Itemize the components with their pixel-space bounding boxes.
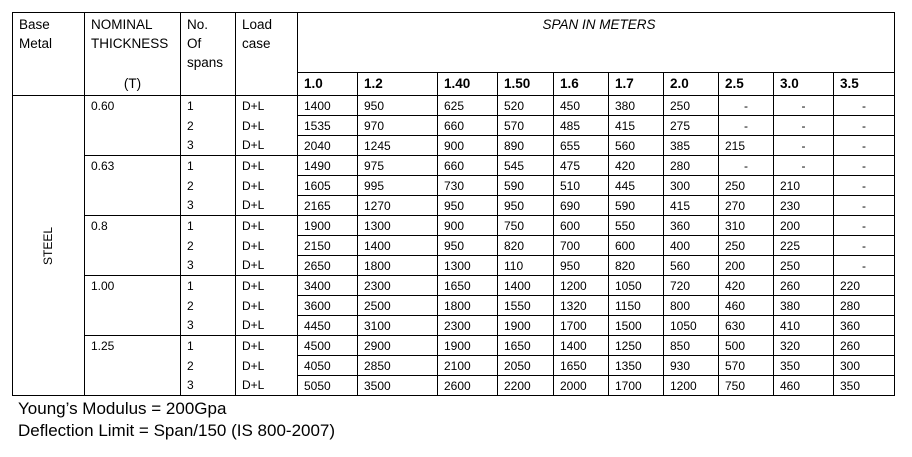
load-value-cell: 1700 — [554, 316, 609, 336]
youngs-modulus-note: Young’s Modulus = 200Gpa — [18, 399, 227, 418]
load-value-cell: 1900 — [438, 336, 498, 356]
load-value-cell: 230 — [774, 196, 834, 216]
load-value-cell: 1350 — [609, 356, 664, 376]
load-value-cell: 2000 — [554, 376, 609, 396]
load-value-cell: 950 — [498, 196, 554, 216]
load-value-cell: 385 — [664, 136, 719, 156]
thickness-cell — [85, 116, 181, 136]
table-row — [13, 196, 895, 216]
load-value-cell: 3400 — [298, 276, 358, 296]
table-row — [13, 236, 895, 256]
load-value-cell: 730 — [438, 176, 498, 196]
load-value-cell: 280 — [664, 156, 719, 176]
load-value-cell: 1245 — [358, 136, 438, 156]
table-row — [13, 356, 895, 376]
table-row — [13, 316, 895, 336]
load-value-cell: 2165 — [298, 196, 358, 216]
load-case-cell: D+L — [236, 296, 298, 316]
nominal-thickness-header: NOMINAL THICKNESS — [85, 13, 181, 73]
load-value-cell: 600 — [609, 236, 664, 256]
load-case-cell: D+L — [236, 256, 298, 276]
load-value-cell: - — [834, 256, 895, 276]
spans-count-cell: 1 — [181, 336, 236, 356]
load-value-cell: - — [834, 156, 895, 176]
load-value-cell: - — [834, 136, 895, 156]
load-case-cell: D+L — [236, 376, 298, 396]
load-case-cell: D+L — [236, 136, 298, 156]
load-value-cell: 2200 — [498, 376, 554, 396]
load-value-cell: 5050 — [298, 376, 358, 396]
table-row — [13, 96, 895, 116]
load-value-cell: 1300 — [438, 256, 498, 276]
load-case-cell: D+L — [236, 236, 298, 256]
load-value-cell: 850 — [664, 336, 719, 356]
load-value-cell: 560 — [609, 136, 664, 156]
span-header-cell: 2.0 — [664, 73, 719, 96]
base-metal-header: Base Metal — [13, 13, 85, 73]
load-value-cell: 250 — [774, 256, 834, 276]
table-row — [13, 296, 895, 316]
load-value-cell: 350 — [834, 376, 895, 396]
load-value-cell: 590 — [609, 196, 664, 216]
load-value-cell: 950 — [554, 256, 609, 276]
load-value-cell: 260 — [774, 276, 834, 296]
load-value-cell: 590 — [498, 176, 554, 196]
load-value-cell: - — [834, 216, 895, 236]
thickness-cell — [85, 376, 181, 396]
load-value-cell: 1400 — [498, 276, 554, 296]
load-value-cell: 570 — [719, 356, 774, 376]
load-value-cell: 820 — [498, 236, 554, 256]
load-value-cell: 460 — [719, 296, 774, 316]
table-row — [13, 216, 895, 236]
load-value-cell: - — [834, 176, 895, 196]
span-header-cell: 1.40 — [438, 73, 498, 96]
load-value-cell: 1800 — [438, 296, 498, 316]
load-value-cell: 890 — [498, 136, 554, 156]
thickness-cell — [85, 356, 181, 376]
load-value-cell: 900 — [438, 136, 498, 156]
load-case-cell: D+L — [236, 116, 298, 136]
load-span-document — [12, 12, 895, 442]
load-value-cell: 1500 — [609, 316, 664, 336]
load-value-cell: 2650 — [298, 256, 358, 276]
load-value-cell: 550 — [609, 216, 664, 236]
load-header-blank — [236, 73, 298, 96]
table-row — [13, 156, 895, 176]
load-value-cell: 2900 — [358, 336, 438, 356]
base-metal-header-blank — [13, 73, 85, 96]
load-value-cell: 2600 — [438, 376, 498, 396]
load-value-cell: 690 — [554, 196, 609, 216]
load-value-cell: 1800 — [358, 256, 438, 276]
load-value-cell: 360 — [834, 316, 895, 336]
spans-count-cell: 2 — [181, 116, 236, 136]
load-value-cell: 975 — [358, 156, 438, 176]
span-header-cell: 1.0 — [298, 73, 358, 96]
thickness-cell — [85, 196, 181, 216]
load-value-cell: 2050 — [498, 356, 554, 376]
load-case-cell: D+L — [236, 316, 298, 336]
load-value-cell: 380 — [774, 296, 834, 316]
load-value-cell: 1400 — [358, 236, 438, 256]
load-value-cell: 4050 — [298, 356, 358, 376]
load-value-cell: - — [774, 96, 834, 116]
load-value-cell: 510 — [554, 176, 609, 196]
load-case-cell: D+L — [236, 216, 298, 236]
load-value-cell: 1400 — [554, 336, 609, 356]
load-value-cell: 220 — [834, 276, 895, 296]
load-value-cell: 415 — [664, 196, 719, 216]
no-of-spans-header: No. Of spans — [181, 13, 236, 73]
spans-count-cell: 2 — [181, 236, 236, 256]
spans-count-cell: 1 — [181, 276, 236, 296]
thickness-cell — [85, 236, 181, 256]
load-value-cell: - — [834, 116, 895, 136]
load-value-cell: 485 — [554, 116, 609, 136]
spans-count-cell: 2 — [181, 356, 236, 376]
load-value-cell: 360 — [664, 216, 719, 236]
table-row — [13, 376, 895, 396]
span-header-cell: 2.5 — [719, 73, 774, 96]
span-header-cell: 3.0 — [774, 73, 834, 96]
load-value-cell: 570 — [498, 116, 554, 136]
load-value-cell: 3100 — [358, 316, 438, 336]
load-value-cell: 460 — [774, 376, 834, 396]
load-value-cell: 3500 — [358, 376, 438, 396]
load-value-cell: 950 — [438, 196, 498, 216]
load-value-cell: 270 — [719, 196, 774, 216]
spans-count-cell: 1 — [181, 96, 236, 116]
table-row — [13, 336, 895, 356]
load-value-cell: 1900 — [498, 316, 554, 336]
load-value-cell: 900 — [438, 216, 498, 236]
load-value-cell: 1050 — [664, 316, 719, 336]
thickness-cell: 1.25 — [85, 336, 181, 356]
load-value-cell: 3600 — [298, 296, 358, 316]
load-value-cell: - — [774, 156, 834, 176]
load-value-cell: 200 — [719, 256, 774, 276]
load-value-cell: 1050 — [609, 276, 664, 296]
spans-count-cell: 3 — [181, 196, 236, 216]
load-value-cell: 4500 — [298, 336, 358, 356]
span-header-cell: 1.2 — [358, 73, 438, 96]
spans-count-cell: 2 — [181, 296, 236, 316]
load-value-cell: 1700 — [609, 376, 664, 396]
load-value-cell: 800 — [664, 296, 719, 316]
load-value-cell: 600 — [554, 216, 609, 236]
load-value-cell: 1490 — [298, 156, 358, 176]
span-header-cell: 1.50 — [498, 73, 554, 96]
span-header-cell: 1.7 — [609, 73, 664, 96]
load-value-cell: 660 — [438, 156, 498, 176]
load-value-cell: 750 — [719, 376, 774, 396]
load-value-cell: 1900 — [298, 216, 358, 236]
load-value-cell: 225 — [774, 236, 834, 256]
spans-count-cell: 2 — [181, 176, 236, 196]
load-span-table — [12, 12, 895, 396]
load-value-cell: - — [834, 196, 895, 216]
spans-count-cell: 3 — [181, 136, 236, 156]
load-value-cell: 1200 — [664, 376, 719, 396]
table-row — [13, 176, 895, 196]
table-row — [13, 116, 895, 136]
thickness-cell: 0.60 — [85, 96, 181, 116]
load-value-cell: 1550 — [498, 296, 554, 316]
load-value-cell: 930 — [664, 356, 719, 376]
load-value-cell: 520 — [498, 96, 554, 116]
load-value-cell: - — [719, 156, 774, 176]
load-value-cell: 1400 — [298, 96, 358, 116]
load-value-cell: 420 — [609, 156, 664, 176]
load-value-cell: 250 — [719, 236, 774, 256]
load-value-cell: 1535 — [298, 116, 358, 136]
thickness-cell — [85, 256, 181, 276]
load-value-cell: 2100 — [438, 356, 498, 376]
load-value-cell: 215 — [719, 136, 774, 156]
thickness-cell — [85, 136, 181, 156]
load-value-cell: 1150 — [609, 296, 664, 316]
load-case-cell: D+L — [236, 196, 298, 216]
load-value-cell: 1200 — [554, 276, 609, 296]
load-value-cell: 250 — [719, 176, 774, 196]
notes — [12, 398, 895, 442]
load-value-cell: - — [834, 236, 895, 256]
load-value-cell: 625 — [438, 96, 498, 116]
load-value-cell: 2040 — [298, 136, 358, 156]
load-value-cell: 280 — [834, 296, 895, 316]
load-value-cell: - — [719, 116, 774, 136]
load-value-cell: 560 — [664, 256, 719, 276]
load-value-cell: - — [834, 96, 895, 116]
load-value-cell: 630 — [719, 316, 774, 336]
load-value-cell: 200 — [774, 216, 834, 236]
table-row — [13, 136, 895, 156]
load-value-cell: 1650 — [438, 276, 498, 296]
load-value-cell: 275 — [664, 116, 719, 136]
load-value-cell: 1270 — [358, 196, 438, 216]
load-value-cell: 110 — [498, 256, 554, 276]
load-value-cell: 500 — [719, 336, 774, 356]
load-case-cell: D+L — [236, 356, 298, 376]
load-case-cell: D+L — [236, 156, 298, 176]
spans-count-cell: 1 — [181, 156, 236, 176]
load-value-cell: - — [719, 96, 774, 116]
load-value-cell: 4450 — [298, 316, 358, 336]
load-value-cell: 2150 — [298, 236, 358, 256]
load-value-cell: 450 — [554, 96, 609, 116]
load-value-cell: 1650 — [554, 356, 609, 376]
spans-count-cell: 3 — [181, 256, 236, 276]
load-value-cell: 210 — [774, 176, 834, 196]
load-value-cell: 1650 — [498, 336, 554, 356]
thickness-unit: (T) — [85, 73, 181, 96]
spans-count-cell: 3 — [181, 316, 236, 336]
load-value-cell: 1300 — [358, 216, 438, 236]
spans-header-blank — [181, 73, 236, 96]
load-value-cell: 300 — [834, 356, 895, 376]
thickness-cell — [85, 176, 181, 196]
load-value-cell: 410 — [774, 316, 834, 336]
load-value-cell: 1250 — [609, 336, 664, 356]
base-metal-cell — [13, 96, 85, 396]
load-value-cell: 420 — [719, 276, 774, 296]
load-value-cell: 750 — [498, 216, 554, 236]
load-value-cell: 310 — [719, 216, 774, 236]
thickness-cell: 1.00 — [85, 276, 181, 296]
table-row — [13, 276, 895, 296]
thickness-cell — [85, 316, 181, 336]
load-value-cell: 2300 — [438, 316, 498, 336]
load-value-cell: 445 — [609, 176, 664, 196]
base-metal-label: STEEL — [41, 226, 56, 265]
span-header-row — [13, 73, 895, 96]
load-value-cell: 950 — [358, 96, 438, 116]
thickness-cell: 0.63 — [85, 156, 181, 176]
load-value-cell: 250 — [664, 96, 719, 116]
load-value-cell: 380 — [609, 96, 664, 116]
load-value-cell: 820 — [609, 256, 664, 276]
load-value-cell: 545 — [498, 156, 554, 176]
load-case-cell: D+L — [236, 276, 298, 296]
load-value-cell: 475 — [554, 156, 609, 176]
load-value-cell: 415 — [609, 116, 664, 136]
load-value-cell: - — [774, 136, 834, 156]
load-value-cell: 320 — [774, 336, 834, 356]
load-value-cell: 260 — [834, 336, 895, 356]
span-header-cell: 1.6 — [554, 73, 609, 96]
load-value-cell: 300 — [664, 176, 719, 196]
load-case-cell: D+L — [236, 176, 298, 196]
load-value-cell: 700 — [554, 236, 609, 256]
load-value-cell: 1320 — [554, 296, 609, 316]
table-row — [13, 256, 895, 276]
load-value-cell: 995 — [358, 176, 438, 196]
spans-count-cell: 3 — [181, 376, 236, 396]
spans-count-cell: 1 — [181, 216, 236, 236]
deflection-limit-note: Deflection Limit = Span/150 (IS 800-2007) — [18, 421, 336, 440]
header-row — [13, 13, 895, 73]
load-value-cell: 655 — [554, 136, 609, 156]
load-value-cell: 2850 — [358, 356, 438, 376]
load-value-cell: 400 — [664, 236, 719, 256]
load-value-cell: 1605 — [298, 176, 358, 196]
load-case-cell: D+L — [236, 96, 298, 116]
load-value-cell: 950 — [438, 236, 498, 256]
thickness-cell: 0.8 — [85, 216, 181, 236]
load-value-cell: 660 — [438, 116, 498, 136]
load-value-cell: 350 — [774, 356, 834, 376]
load-case-cell: D+L — [236, 336, 298, 356]
load-value-cell: 2500 — [358, 296, 438, 316]
load-value-cell: 970 — [358, 116, 438, 136]
thickness-cell — [85, 296, 181, 316]
load-value-cell: 720 — [664, 276, 719, 296]
load-value-cell: 2300 — [358, 276, 438, 296]
span-title: SPAN IN METERS — [298, 13, 895, 73]
load-value-cell: - — [774, 116, 834, 136]
load-case-header: Load case — [236, 13, 298, 73]
span-header-cell: 3.5 — [834, 73, 895, 96]
